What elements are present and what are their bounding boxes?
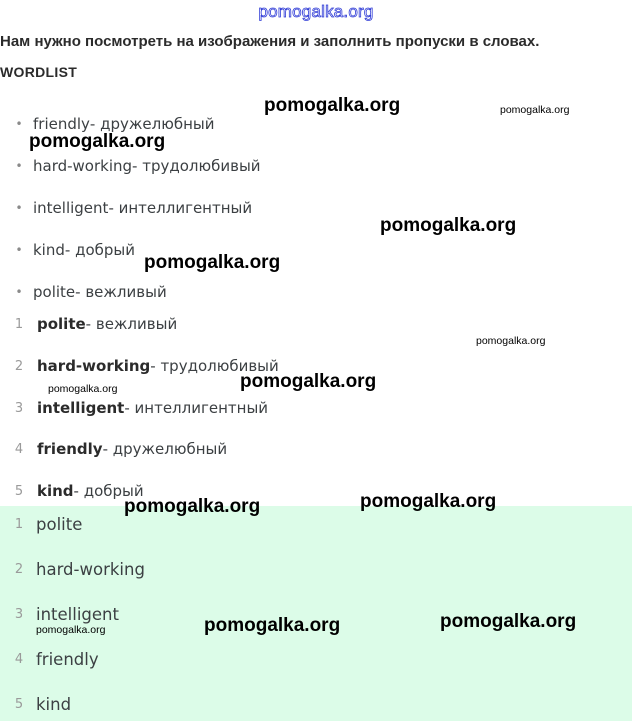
task-heading: Нам нужно посмотреть на изображения и заполнить пропуски в словах.	[0, 33, 540, 50]
watermark: pomogalka.org	[240, 371, 377, 392]
item-number: 5	[14, 483, 24, 499]
word-ru: - добрый	[73, 482, 144, 500]
wordlist-item	[14, 280, 167, 304]
bullet-icon: •	[15, 159, 23, 173]
watermark: pomogalka.org	[440, 611, 577, 632]
answer-text: polite	[36, 514, 83, 534]
item-number: 2	[14, 561, 24, 577]
wordlist-item	[14, 154, 261, 178]
answer-text: hard-working	[36, 559, 145, 579]
word-ru: - интеллигентный	[108, 199, 253, 217]
numbered-item	[14, 312, 177, 336]
item-number: 1	[14, 516, 24, 532]
answer-item	[14, 691, 71, 717]
answer-item	[14, 646, 99, 672]
word-en: intelligent	[37, 399, 125, 417]
answer-text: intelligent	[36, 604, 119, 624]
item-number: 4	[14, 651, 24, 667]
word-ru: - дружелюбный	[102, 440, 228, 458]
numbered-item	[14, 396, 268, 420]
answer-item	[14, 511, 82, 537]
word-en: hard-working	[33, 157, 133, 175]
bullet-icon: •	[15, 201, 23, 215]
wordlist-title: WORDLIST	[0, 64, 78, 80]
bullet-icon: •	[15, 117, 23, 131]
word-ru: - добрый	[64, 241, 135, 259]
item-number: 5	[14, 696, 24, 712]
bullet-icon: •	[15, 243, 23, 257]
word-en: friendly	[37, 440, 103, 458]
word-ru: - дружелюбный	[89, 115, 215, 133]
word-en: intelligent	[33, 199, 109, 217]
watermark: pomogalka.org	[264, 95, 401, 116]
item-number: 4	[14, 441, 24, 457]
watermark: pomogalka.org	[29, 131, 166, 152]
top-watermark: pomogalka.org	[258, 2, 374, 21]
bullet-icon: •	[15, 285, 23, 299]
word-ru: - интеллигентный	[124, 399, 269, 417]
answer-text: kind	[36, 694, 72, 714]
watermark: pomogalka.org	[36, 624, 106, 636]
item-number: 2	[14, 358, 24, 374]
word-en: kind	[37, 482, 74, 500]
word-ru: - трудолюбивый	[132, 157, 261, 175]
answer-text: friendly	[36, 649, 99, 669]
watermark: pomogalka.org	[476, 335, 546, 347]
word-en: friendly	[33, 115, 90, 133]
watermark: pomogalka.org	[48, 383, 118, 395]
wordlist-item	[14, 196, 252, 220]
word-ru: - вежливый	[85, 315, 178, 333]
item-number: 3	[14, 400, 24, 416]
word-en: polite	[37, 315, 86, 333]
watermark: pomogalka.org	[204, 615, 341, 636]
watermark: pomogalka.org	[124, 496, 261, 517]
watermark: pomogalka.org	[144, 252, 281, 273]
watermark: pomogalka.org	[500, 104, 570, 116]
item-number: 3	[14, 606, 24, 622]
word-en: kind	[33, 241, 65, 259]
word-ru: - вежливый	[75, 283, 167, 301]
numbered-item	[14, 437, 227, 461]
word-ru: - трудолюбивый	[150, 357, 279, 375]
watermark: pomogalka.org	[380, 215, 517, 236]
word-en: hard-working	[37, 357, 151, 375]
wordlist-item	[14, 238, 135, 262]
item-number: 1	[14, 316, 24, 332]
answer-item	[14, 556, 145, 582]
word-en: polite	[33, 283, 76, 301]
watermark: pomogalka.org	[360, 491, 497, 512]
